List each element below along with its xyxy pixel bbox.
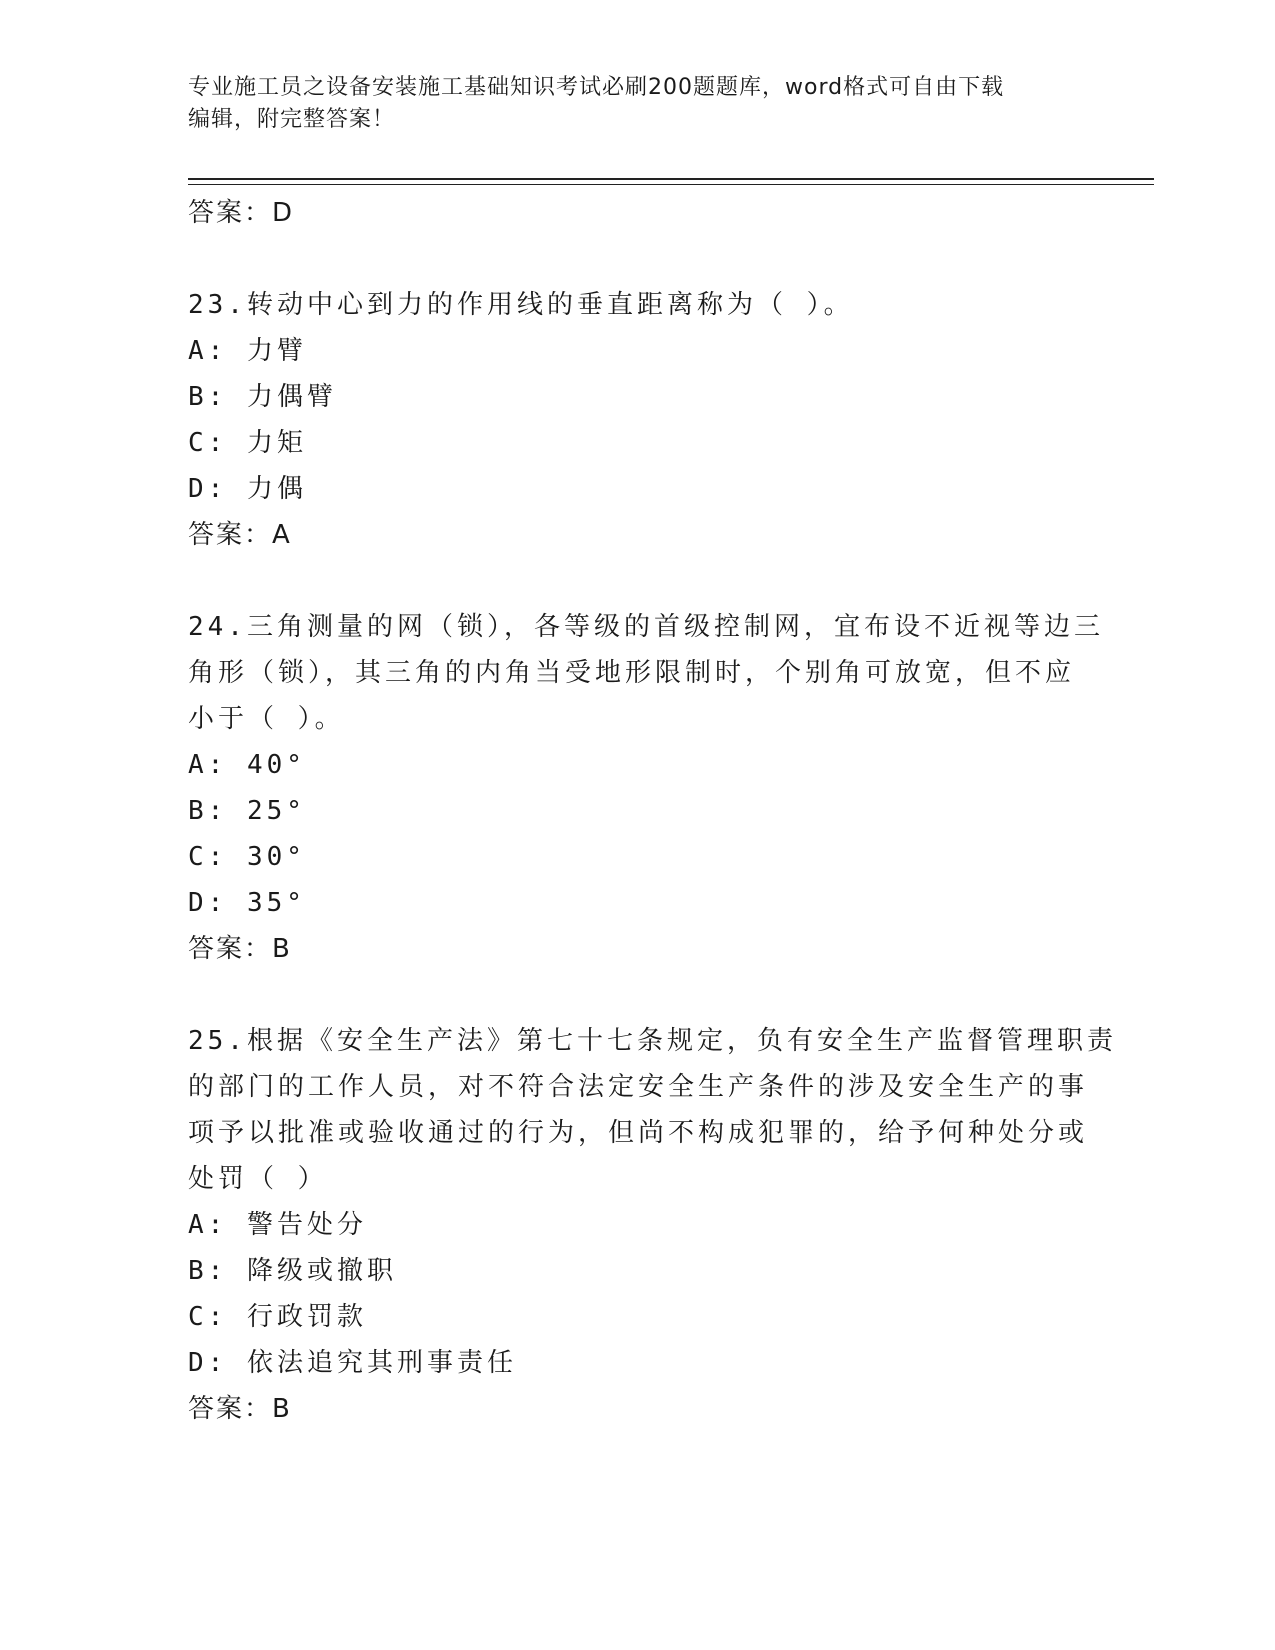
option-a: A: 警告处分 xyxy=(188,1210,367,1240)
question-answer: 答案：B xyxy=(188,1394,292,1424)
document-header xyxy=(188,72,1088,136)
document-body xyxy=(188,190,1117,1432)
question-stem-line: 25.根据《安全生产法》第七十七条规定，负有安全生产监督管理职责 xyxy=(188,1026,1117,1056)
header-divider-thin xyxy=(188,184,1154,185)
header-divider-thick xyxy=(188,178,1154,180)
option-a: A: 40° xyxy=(188,750,306,780)
option-c: C: 行政罚款 xyxy=(188,1302,367,1332)
option-a: A: 力臂 xyxy=(188,336,307,366)
question-answer: 答案：B xyxy=(188,934,292,964)
question-stem-line: 项予以批准或验收通过的行为，但尚不构成犯罪的，给予何种处分或 xyxy=(188,1118,1089,1148)
option-b: B: 力偶臂 xyxy=(188,382,337,412)
option-b: B: 25° xyxy=(188,796,306,826)
question-stem: 23.转动中心到力的作用线的垂直距离称为（ ）。 xyxy=(188,290,854,320)
question-stem-line: 处罚（ ） xyxy=(188,1164,328,1194)
option-c: C: 力矩 xyxy=(188,428,307,458)
question-stem-line: 24.三角测量的网（锁），各等级的首级控制网，宜布设不近视等边三 xyxy=(188,612,1104,642)
option-b: B: 降级或撤职 xyxy=(188,1256,397,1286)
option-d: D: 力偶 xyxy=(188,474,307,504)
question-answer: 答案：A xyxy=(188,520,292,550)
option-c: C: 30° xyxy=(188,842,306,872)
question-stem-line: 的部门的工作人员，对不符合法定安全生产条件的涉及安全生产的事 xyxy=(188,1072,1089,1102)
question-25 xyxy=(188,1018,1117,1432)
option-d: D: 依法追究其刑事责任 xyxy=(188,1348,517,1378)
question-stem-line: 小于（ ）。 xyxy=(188,704,345,734)
previous-answer: 答案：D xyxy=(188,198,295,228)
question-24 xyxy=(188,604,1104,972)
question-23 xyxy=(188,282,1088,558)
option-d: D: 35° xyxy=(188,888,306,918)
header-title-line2: 编辑，附完整答案！ xyxy=(188,107,396,132)
question-stem-line: 角形（锁），其三角的内角当受地形限制时，个别角可放宽，但不应 xyxy=(188,658,1076,688)
header-title-line1: 专业施工员之设备安装施工基础知识考试必刷200题题库，word格式可自由下载 xyxy=(188,75,1005,100)
